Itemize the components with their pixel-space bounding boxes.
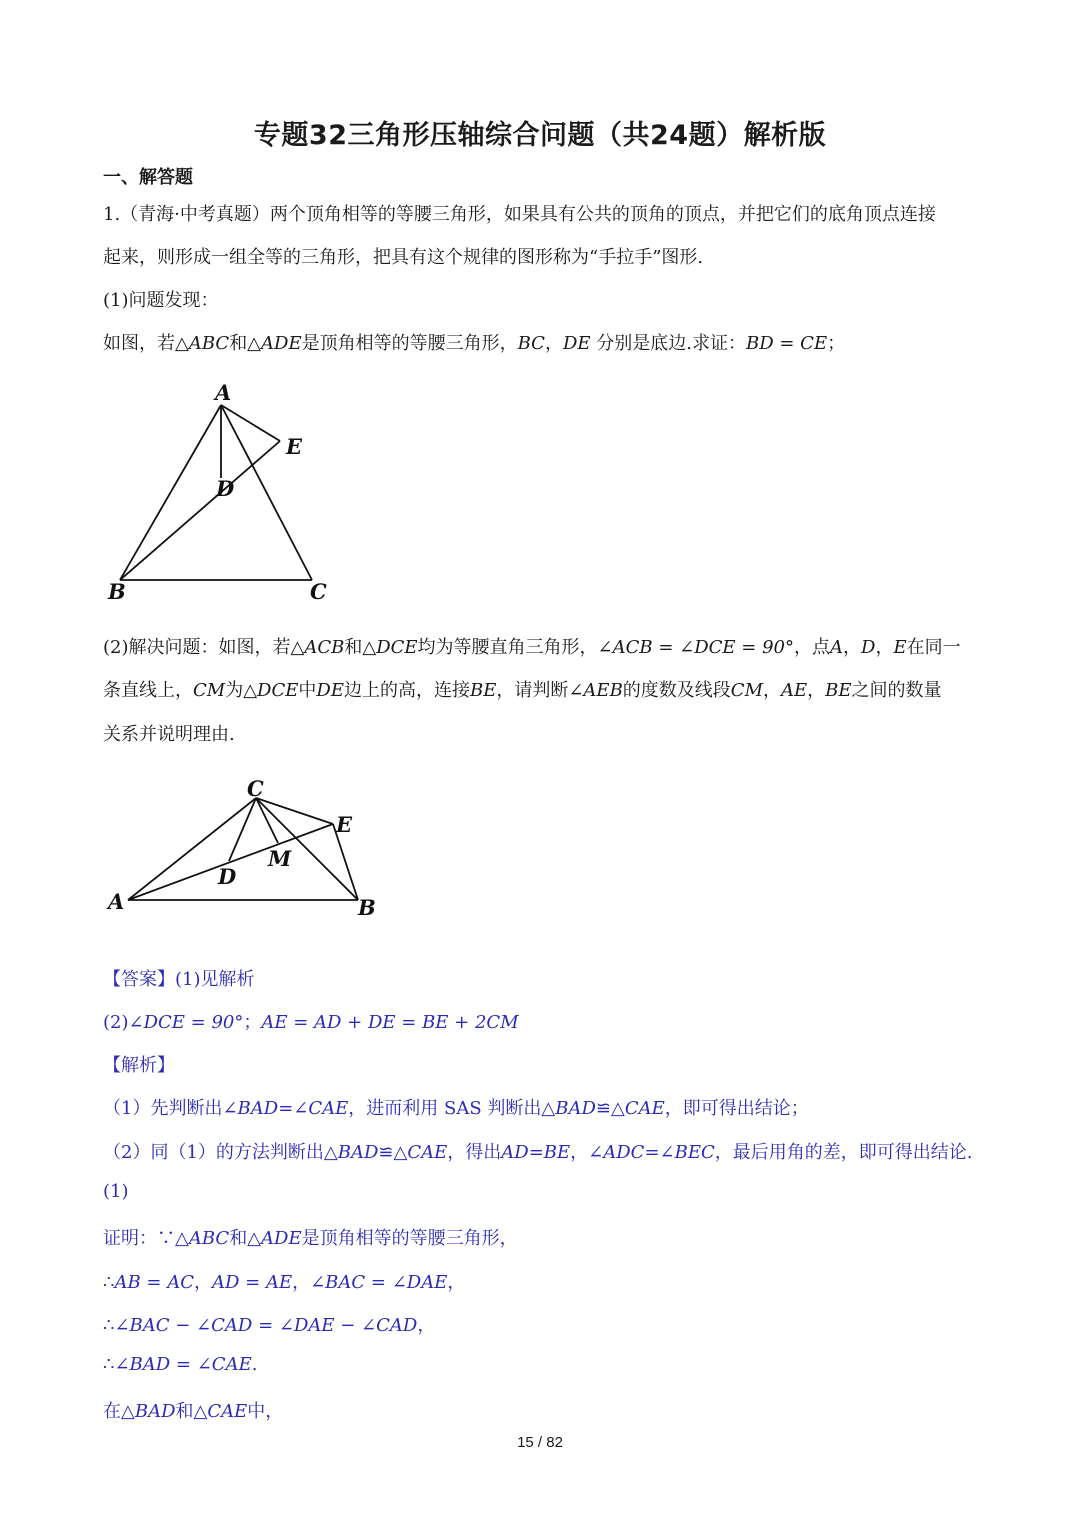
label-d: D xyxy=(218,864,237,889)
segment-ac xyxy=(128,798,256,900)
proof-line-4: ∴∠BAD = ∠CAE. xyxy=(103,1354,258,1375)
problem-intro-line-2: 起来，则形成一组全等的三角形，把具有这个规律的图形称为“手拉手”图形. xyxy=(103,247,704,268)
answer-tag: 【答案】 xyxy=(103,969,175,990)
segment-be xyxy=(120,441,280,580)
label-b: B xyxy=(108,579,126,604)
label-e: E xyxy=(286,434,303,459)
label-a: A xyxy=(215,380,232,405)
proof-line-1: 证明：∵△ABC和△ADE是顶角相等的等腰三角形， xyxy=(103,1228,518,1249)
section-heading: 一、解答题 xyxy=(103,167,193,188)
analysis-tag: 【解析】 xyxy=(103,1055,175,1076)
problem-intro-line-1: 1.（青海·中考真题）两个顶角相等的等腰三角形，如果具有公共的顶角的顶点，并把它们的底角顶点连接 xyxy=(103,204,936,225)
segment-ac xyxy=(221,405,312,580)
figure-2-diagram xyxy=(100,770,390,929)
part2-line-2: 条直线上，CM为△DCE中DE边上的高，连接BE，请判断∠AEB的度数及线段CM，AE，BE之间的数量 xyxy=(103,680,942,701)
label-b: B xyxy=(358,895,376,920)
part1-label: (1)问题发现： xyxy=(103,290,219,311)
proof-line-5: 在△BAD和△CAE中， xyxy=(103,1401,284,1422)
label-c: C xyxy=(247,776,264,801)
part2-line-1: (2)解决问题：如图，若△ACB和△DCE均为等腰直角三角形，∠ACB = ∠DCE = 90°，点A，D，E在同一 xyxy=(103,637,961,658)
step-label: (1) xyxy=(103,1181,129,1202)
page-title: 专题32三角形压轴综合问题（共24题）解析版 xyxy=(253,120,827,151)
segment-cd xyxy=(229,798,256,861)
label-d: D xyxy=(216,476,235,501)
part2-line-3: 关系并说明理由. xyxy=(103,724,235,745)
part1-statement: 如图，若△ABC和△ADE是顶角相等的等腰三角形，BC，DE 分别是底边.求证：BD = CE； xyxy=(103,333,846,354)
segment-ab xyxy=(120,405,221,580)
label-c: C xyxy=(310,579,327,604)
label-a: A xyxy=(108,889,125,914)
answer-line: 【答案】(1)见解析 xyxy=(103,969,255,990)
figure-1-diagram xyxy=(100,375,340,614)
figure-1-svg xyxy=(100,375,340,610)
answer-part-2: (2)∠DCE = 90°；AE = AD + DE = BE + 2CM xyxy=(103,1012,519,1033)
analysis-line-2: （2）同（1）的方法判断出△BAD≌△CAE，得出AD=BE，∠ADC=∠BEC，最后用角的差，即可得出结论. xyxy=(103,1142,973,1163)
label-e: E xyxy=(336,812,353,837)
analysis-line-1: （1）先判断出∠BAD=∠CAE，进而利用 SAS 判断出△BAD≌△CAE，即可得出结论； xyxy=(103,1098,809,1119)
label-m: M xyxy=(268,846,292,871)
figure-2-svg xyxy=(100,770,390,925)
proof-line-3: ∴∠BAC − ∠CAD = ∠DAE − ∠CAD， xyxy=(103,1315,436,1336)
page-number: 15 / 82 xyxy=(517,1434,563,1451)
proof-line-2: ∴AB = AC，AD = AE，∠BAC = ∠DAE， xyxy=(103,1272,466,1293)
